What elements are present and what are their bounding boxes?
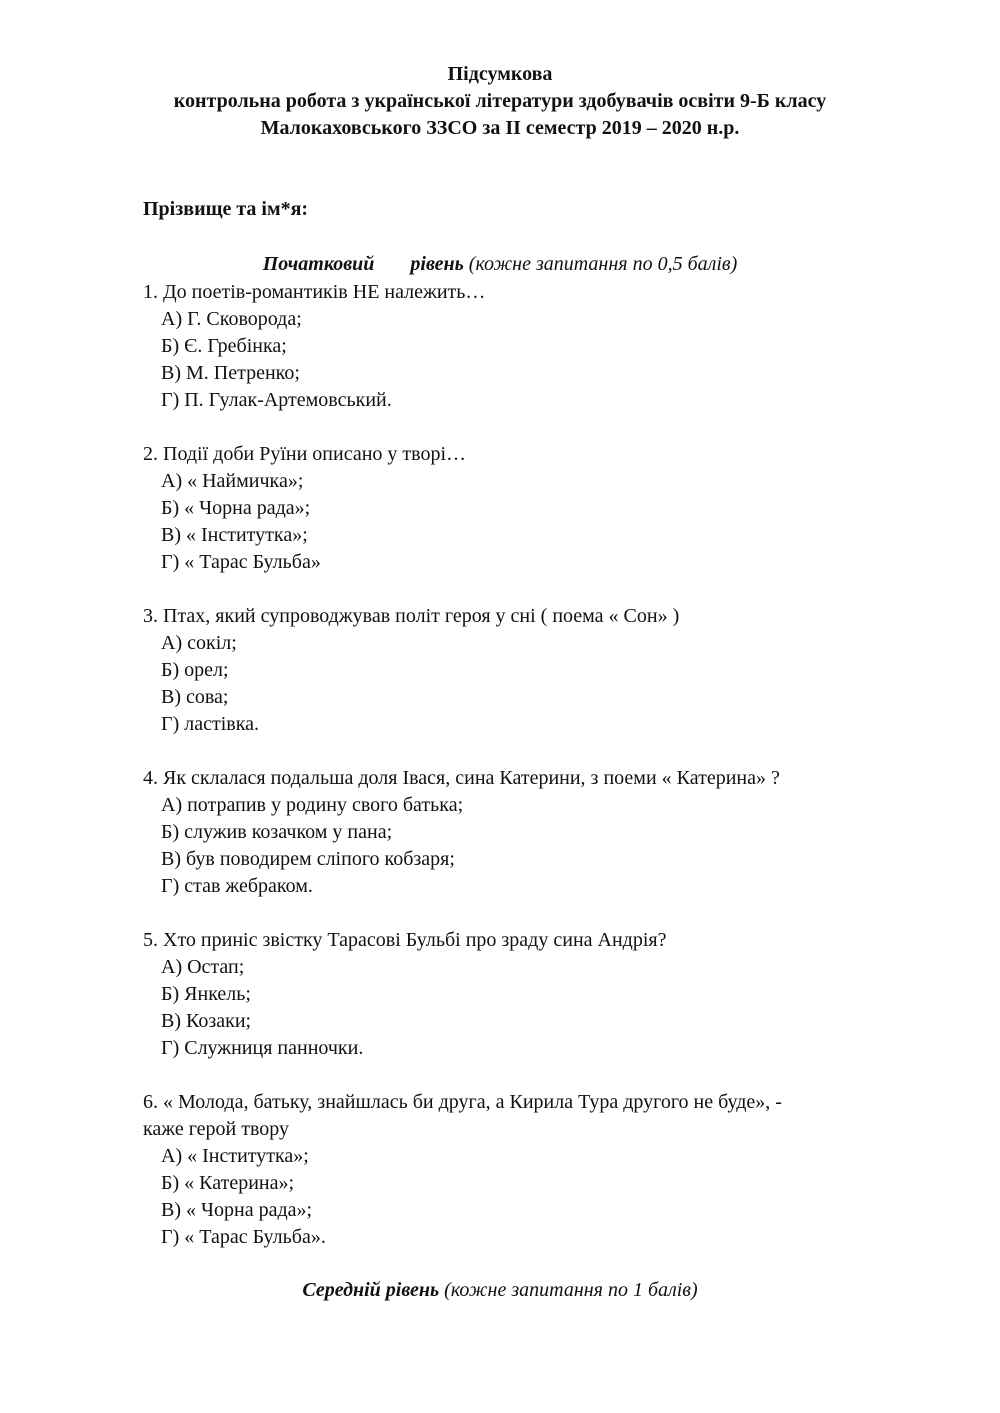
question-1-option-a: А) Г. Сковорода;	[161, 308, 302, 330]
section-2-heading	[0, 1277, 1000, 1303]
question-3-option-c: В) сова;	[161, 686, 229, 708]
question-6-option-b: Б) « Катерина»;	[161, 1172, 295, 1194]
question-4: 4. Як склалася подальша доля Івася, сина Катерини, з поеми « Катерина» ?	[143, 767, 780, 789]
question-6-continuation: каже герой твору	[143, 1118, 290, 1140]
question-2-option-c: В) « Інститутка»;	[161, 524, 308, 546]
question-5-option-a: А) Остап;	[161, 956, 245, 978]
question-1-option-b: Б) Є. Гребінка;	[161, 335, 287, 357]
question-3: 3. Птах, який супроводжував політ героя у сні ( поема « Сон» )	[143, 605, 680, 627]
question-6-option-a: А) « Інститутка»;	[161, 1145, 309, 1167]
section-1-heading	[0, 251, 1000, 277]
question-1-option-c: В) М. Петренко;	[161, 362, 300, 384]
question-5: 5. Хто приніс звістку Тарасові Бульбі про зраду сина Андрія?	[143, 929, 667, 951]
question-1-option-d: Г) П. Гулак-Артемовський.	[161, 389, 392, 411]
question-4-option-d: Г) став жебраком.	[161, 875, 313, 897]
question-2-option-d: Г) « Тарас Бульба»	[161, 551, 321, 573]
question-5-option-b: Б) Янкель;	[161, 983, 251, 1005]
student-name-label: Прізвище та ім*я:	[143, 198, 309, 220]
title-line-1: Підсумкова	[447, 63, 553, 85]
section-1-note: (кожне запитання по 0,5 балів)	[468, 253, 738, 275]
question-5-option-d: Г) Служниця панночки.	[161, 1037, 364, 1059]
section-1-level-word1: Початковий	[262, 253, 375, 275]
section-2-level: Середній рівень	[302, 1279, 440, 1301]
question-6-option-c: В) « Чорна рада»;	[161, 1199, 313, 1221]
question-2: 2. Події доби Руїни описано у творі…	[143, 443, 467, 465]
question-4-option-a: А) потрапив у родину свого батька;	[161, 794, 464, 816]
question-3-option-b: Б) орел;	[161, 659, 229, 681]
question-4-option-b: Б) служив козачком у пана;	[161, 821, 393, 843]
title-line-2: контрольна робота з української літератури здобувачів освіти 9-Б класу	[173, 90, 827, 112]
question-5-option-c: В) Козаки;	[161, 1010, 252, 1032]
section-2-note: (кожне запитання по 1 балів)	[444, 1279, 698, 1301]
question-4-option-c: В) був поводирем сліпого кобзаря;	[161, 848, 455, 870]
question-3-option-a: А) сокіл;	[161, 632, 237, 654]
title-line-3: Малокаховського ЗЗСО за ІІ семестр 2019 – 2020 н.р.	[260, 117, 740, 139]
question-1: 1. До поетів-романтиків НЕ належить…	[143, 281, 486, 303]
question-2-option-a: А) « Наймичка»;	[161, 470, 304, 492]
question-2-option-b: Б) « Чорна рада»;	[161, 497, 311, 519]
section-1-level-word2: рівень	[410, 253, 464, 275]
question-6: 6. « Молода, батьку, знайшлась би друга, а Кирила Тура другого не буде», -	[143, 1091, 782, 1113]
question-3-option-d: Г) ластівка.	[161, 713, 259, 735]
question-6-option-d: Г) « Тарас Бульба».	[161, 1226, 326, 1248]
